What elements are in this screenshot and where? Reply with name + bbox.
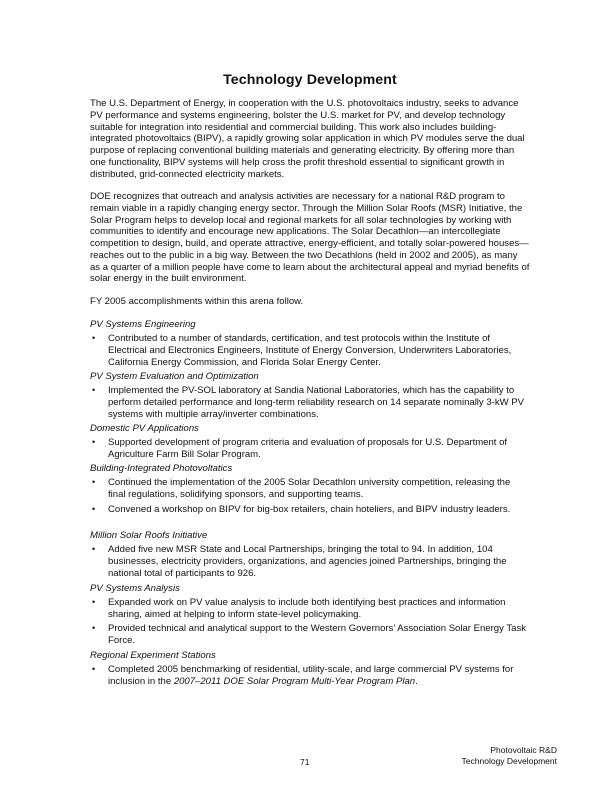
section-heading: PV Systems Engineering bbox=[90, 319, 196, 330]
page-number: 71 bbox=[300, 757, 310, 767]
section-heading: Domestic PV Applications bbox=[90, 423, 199, 434]
bullet-icon: • bbox=[92, 597, 96, 607]
section-heading: PV Systems Analysis bbox=[90, 583, 180, 594]
bullet-icon: • bbox=[92, 544, 96, 554]
plan-title: 2007–2011 DOE Solar Program Multi-Year Program Plan bbox=[173, 675, 416, 687]
bullet-icon: • bbox=[92, 623, 96, 633]
section-heading: Regional Experiment Stations bbox=[90, 650, 216, 661]
bullet-icon: • bbox=[92, 664, 96, 674]
list-item: • Added five new MSR State and Local Partnerships, bringing the total to 94. In addition, 104 businesses, electricity providers, organizations, and agencies joined Partnerships, bringing the national total of participants to 926. bbox=[92, 544, 507, 579]
list-item: • Supported development of program criteria and evaluation of proposals for U.S. Department of Agriculture Farm Bill Solar Program. bbox=[92, 437, 508, 460]
bullet-icon: • bbox=[92, 477, 96, 487]
running-footer: Photovoltaic R&D Technology Development bbox=[461, 745, 557, 766]
page-title: Technology Development bbox=[223, 72, 397, 88]
bullet-icon: • bbox=[92, 504, 96, 514]
section-heading: Million Solar Roofs Initiative bbox=[90, 530, 208, 541]
bullet-icon: • bbox=[92, 437, 96, 447]
accomplishments-lead: FY 2005 accomplishments within this arena follow. bbox=[90, 296, 304, 307]
list-item: • Expanded work on PV value analysis to include both identifying best practices and information sharing, aimed at helping to inform state-level policymaking. bbox=[92, 597, 506, 620]
list-item: • Contributed to a number of standards, certification, and test protocols within the Institute of Electrical and Electronics Engineers, Institute of Energy Conversion, Underwriters Laboratories, California Energy Commission, and Florida Solar Energy Center. bbox=[92, 333, 512, 368]
list-item: • Implemented the PV-SOL laboratory at Sandia National Laboratories, which has the capability to perform detailed performance and long-term reliability research on 14 separate nominally 3-kW PV systems with multiple array/inverter combinations. bbox=[92, 385, 525, 420]
section-heading: Building-Integrated Photovoltatics bbox=[90, 463, 233, 474]
outreach-paragraph: DOE recognizes that outreach and analysis activities are necessary for a national R&D program to remain viable in a rapidly changing energy sector. Through the Million Solar Roofs (MSR) Initiative, the Solar Program helps to develop local and regional markets for all solar technologies by working with communities to identify and encourage new applications. The Solar Decathlon—an intercollegiate competition to design, build, and operate attractive, energy-efficient, and totally solar-powered houses—reaches out to the public in a big way. Between the two Decathlons (held in 2002 and 2005), as many as a quarter of a million people have come to learn about the architectural appeal and myriad benefits of solar energy in the built environment. bbox=[90, 191, 530, 285]
bullet-icon: • bbox=[92, 333, 96, 343]
intro-paragraph: The U.S. Department of Energy, in cooperation with the U.S. photovoltaics industry, seeks to advance PV performance and systems engineering, bolster the U.S. market for PV, and develop technology suitable for integration into residential and commercial building. This work also includes building-integrated photovoltaics (BIPV), a rapidly growing solar application in which PV modules serve the dual purpose of replacing conventional building materials and generating electricity. By offering more than one functionality, BIPV systems will help cross the profit threshold essential to significant growth in distributed, grid-connected electricity markets. bbox=[90, 98, 525, 180]
list-item: • Provided technical and analytical support to the Western Governors’ Association Solar Energy Task Force. bbox=[92, 623, 526, 646]
list-item: • Completed 2005 benchmarking of residential, utility-scale, and large commercial PV systems for inclusion in the 2007–2011 DOE Solar Program Multi-Year Program Plan. bbox=[92, 664, 514, 687]
list-item: • Convened a workshop on BIPV for big-box retailers, chain hoteliers, and BIPV industry leaders. bbox=[92, 504, 511, 515]
section-heading: PV System Evaluation and Optimization bbox=[90, 371, 259, 382]
bullet-icon: • bbox=[92, 385, 96, 395]
list-item: • Continued the implementation of the 2005 Solar Decathlon university competition, releasing the final regulations, solidifying sponsors, and supporting teams. bbox=[92, 477, 511, 500]
